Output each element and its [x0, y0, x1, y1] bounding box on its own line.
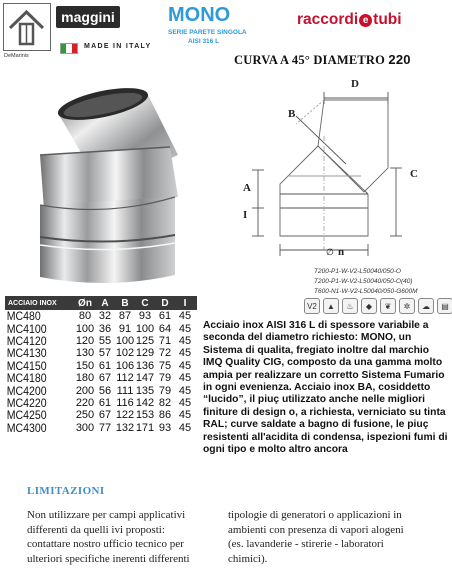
- fire-icon: ▲: [323, 298, 339, 314]
- limitazioni-right-column: [228, 508, 448, 566]
- dimension-cell: 36: [98, 322, 112, 335]
- table-header: [5, 296, 197, 310]
- dim-label-i: I: [243, 209, 248, 221]
- material-label: AISI 316 L: [188, 38, 220, 45]
- table-header-cell: B: [121, 297, 129, 309]
- dimension-cell: 100: [135, 322, 155, 335]
- dimension-cell: 180: [75, 372, 95, 385]
- product-code-cell: MC4220: [6, 395, 47, 410]
- description-line: seconda del diametro richiesto: MONO, un: [203, 332, 412, 344]
- dimension-cell: 129: [135, 347, 155, 360]
- dimension-cell: 56: [98, 384, 112, 397]
- table-header-cell: A: [101, 297, 109, 309]
- limitazioni-line: (es. lavanderie - stirerie - laboratori: [228, 538, 384, 550]
- table-header-cell: C: [141, 297, 149, 309]
- product-title-prefix: CURVA A 45° DIAMETRO: [234, 53, 386, 67]
- dimension-cell: 45: [178, 384, 192, 397]
- limitazioni-left-column: [27, 508, 217, 566]
- table-row: [5, 322, 197, 334]
- certification-codes: [314, 267, 418, 297]
- dimension-cell: 147: [135, 372, 155, 385]
- dimension-cell: 64: [158, 322, 172, 335]
- dimension-cell: 45: [178, 359, 192, 372]
- dimension-cell: 153: [135, 409, 155, 422]
- dimension-cell: 80: [78, 310, 92, 323]
- dimension-cell: 32: [98, 310, 112, 323]
- dimension-cell: 100: [115, 334, 135, 347]
- serie-label: SERIE PARETE SINGOLA: [168, 29, 247, 36]
- dimension-cell: 86: [158, 409, 172, 422]
- dimension-cell: 45: [178, 334, 192, 347]
- dimension-cell: 87: [118, 310, 132, 323]
- dimension-cell: 135: [135, 384, 155, 397]
- dimension-cell: 61: [98, 396, 112, 409]
- dimension-cell: 79: [158, 384, 172, 397]
- product-code-cell: MC4250: [6, 408, 47, 423]
- dimension-cell: 122: [115, 409, 135, 422]
- dimension-cell: 120: [75, 334, 95, 347]
- dimension-cell: 57: [98, 347, 112, 360]
- product-diameter: 220: [388, 52, 411, 67]
- table-row: [5, 347, 197, 359]
- dimension-cell: 45: [178, 421, 192, 434]
- table-row: [5, 335, 197, 347]
- cloud-icon: ☁: [418, 298, 434, 314]
- table-header-cell: I: [183, 297, 187, 309]
- dim-label-d: D: [351, 78, 359, 90]
- dimension-cell: 111: [116, 384, 134, 397]
- dimension-cell: 75: [158, 359, 172, 372]
- cert-code: T600-N1-W-V2-L50040/050-G600M: [314, 288, 418, 295]
- feature-icon-strip: [304, 298, 452, 314]
- dimension-cell: 71: [158, 334, 172, 347]
- description-line: finiture di design o, a richiesta, verniciato su tinta: [203, 406, 446, 418]
- table-row: [5, 422, 197, 434]
- dim-label-c: C: [410, 168, 418, 180]
- dimension-cell: 55: [98, 334, 112, 347]
- dimension-cell: 79: [158, 372, 172, 385]
- raccordi-e-tubi-logo: [297, 11, 402, 29]
- table-body: [5, 310, 197, 434]
- logo-caption: DeMarinis: [4, 53, 29, 59]
- v2-icon: V2: [304, 298, 320, 314]
- description-line: ampia per realizzare un corretto Sistema Fumario: [203, 369, 445, 381]
- leaf-icon: ❦: [380, 298, 396, 314]
- product-description: [203, 320, 449, 456]
- italian-flag-icon: [60, 43, 78, 54]
- limitazioni-line: chimici).: [228, 552, 268, 565]
- product-title: [234, 52, 411, 68]
- dimension-cell: 91: [118, 322, 132, 335]
- table-row: [5, 310, 197, 322]
- chimney-logo-icon: [4, 4, 49, 49]
- dim-label-b: B: [288, 108, 296, 120]
- cert-code: T200-P1-W-V2-L50040/050-O(40): [314, 278, 413, 285]
- limitazioni-line: tipologie di generatori o applicazioni in: [228, 509, 402, 521]
- dimension-cell: 112: [116, 372, 134, 385]
- dimension-cell: 45: [178, 322, 192, 335]
- dimension-cell: 125: [135, 334, 155, 347]
- product-code-cell: MC4200: [6, 383, 47, 398]
- made-in-italy: MADE IN ITALY: [84, 43, 152, 50]
- dimension-cell: 45: [178, 372, 192, 385]
- dimension-cell: 250: [75, 409, 95, 422]
- dimension-cell: 45: [178, 396, 192, 409]
- dimension-cell: 116: [116, 396, 134, 409]
- limitazioni-line: differenti da quelli ivi proposti:: [27, 523, 165, 536]
- maggini-brand: maggini: [56, 6, 120, 28]
- demarinis-logo: [3, 3, 51, 51]
- limitazioni-line: ambienti con presenza di vapori alogeni: [228, 523, 404, 536]
- dim-label-a: A: [243, 182, 251, 194]
- gear-icon: ✲: [399, 298, 415, 314]
- shop-name-e: e: [359, 14, 372, 27]
- dimension-cell: 200: [75, 384, 95, 397]
- description-line: in ogni evenienza. Acciaio inox BA, cosiddetto: [203, 382, 431, 394]
- table-header-cell: Øn: [78, 297, 92, 309]
- product-code-cell: MC4150: [6, 358, 47, 373]
- table-row: [5, 360, 197, 372]
- dimension-cell: 142: [135, 396, 155, 409]
- dimension-cell: 72: [158, 347, 172, 360]
- description-line: Sistema di qualita, fregiato inoltre dal marchio: [203, 344, 430, 356]
- shop-name-right: tubi: [373, 11, 402, 28]
- description-line: Acciaio inox AISI 316 L di spessore variabile a: [203, 320, 429, 331]
- product-code-cell: MC4130: [6, 346, 47, 361]
- dim-label-n: n: [338, 246, 345, 258]
- dimension-cell: 106: [115, 359, 135, 372]
- table-row: [5, 397, 197, 409]
- dimension-cell: 220: [75, 396, 95, 409]
- limitazioni-title: LIMITAZIONI: [27, 485, 105, 497]
- product-line: MONO: [168, 4, 231, 26]
- dimension-cell: 150: [75, 359, 95, 372]
- product-code-cell: MC480: [6, 309, 41, 324]
- product-code-cell: MC4180: [6, 371, 47, 386]
- dimension-cell: 61: [98, 359, 112, 372]
- dimension-cell: 61: [158, 310, 172, 323]
- dim-label-phi: ∅: [326, 247, 334, 257]
- dimension-cell: 45: [178, 310, 192, 323]
- description-line: “lucido”, il piuç utilizzato anche nelle migliori: [203, 394, 425, 406]
- dimension-cell: 102: [115, 347, 135, 360]
- dimension-cell: 45: [178, 409, 192, 422]
- limitazioni-line: ulteriori specifiche inerenti differenti: [27, 552, 190, 565]
- table-row: [5, 372, 197, 384]
- flame-icon: ♨: [342, 298, 358, 314]
- product-code-cell: MC4100: [6, 321, 47, 336]
- description-line: ogni tipo e molto altro ancora: [203, 444, 348, 456]
- limitazioni-line: contattare nostro ufficio tecnico per: [27, 538, 184, 550]
- wood-icon: ▤: [437, 298, 452, 314]
- table-header-cell: D: [161, 297, 169, 309]
- table-header-cell: ACCIAIO INOX: [8, 299, 57, 307]
- dimension-cell: 82: [158, 396, 172, 409]
- drop-icon: ◆: [361, 298, 377, 314]
- description-line: resistenti all'acidita di condensa, ispezioni fumi di: [203, 431, 448, 443]
- dimension-cell: 67: [98, 409, 112, 422]
- description-line: RAL; curve saldate a bagno di fusione, le piuç: [203, 419, 429, 431]
- elbow-product-image: [10, 85, 192, 290]
- description-line: IMQ Quality CIG, composto da una gamma molto: [203, 357, 443, 369]
- dimension-cell: 132: [115, 421, 135, 434]
- table-row: [5, 409, 197, 421]
- limitazioni-line: Non utilizzare per campi applicativi: [27, 509, 186, 521]
- dimension-cell: 130: [75, 347, 95, 360]
- product-code-cell: MC4300: [6, 420, 47, 435]
- dimension-cell: 45: [178, 347, 192, 360]
- dimensions-table: [5, 296, 197, 434]
- shop-name-left: raccordi: [297, 11, 359, 28]
- dimension-cell: 300: [75, 421, 95, 434]
- product-code-cell: MC4120: [6, 333, 47, 348]
- dimension-cell: 100: [75, 322, 95, 335]
- dimension-cell: 171: [135, 421, 155, 434]
- dimension-cell: 77: [98, 421, 112, 434]
- table-row: [5, 384, 197, 396]
- dimension-cell: 93: [138, 310, 152, 323]
- dimension-cell: 67: [98, 372, 112, 385]
- dimension-cell: 93: [158, 421, 172, 434]
- cert-code: T200-P1-W-V2-L50040/050-O: [314, 268, 401, 275]
- dimension-cell: 136: [135, 359, 155, 372]
